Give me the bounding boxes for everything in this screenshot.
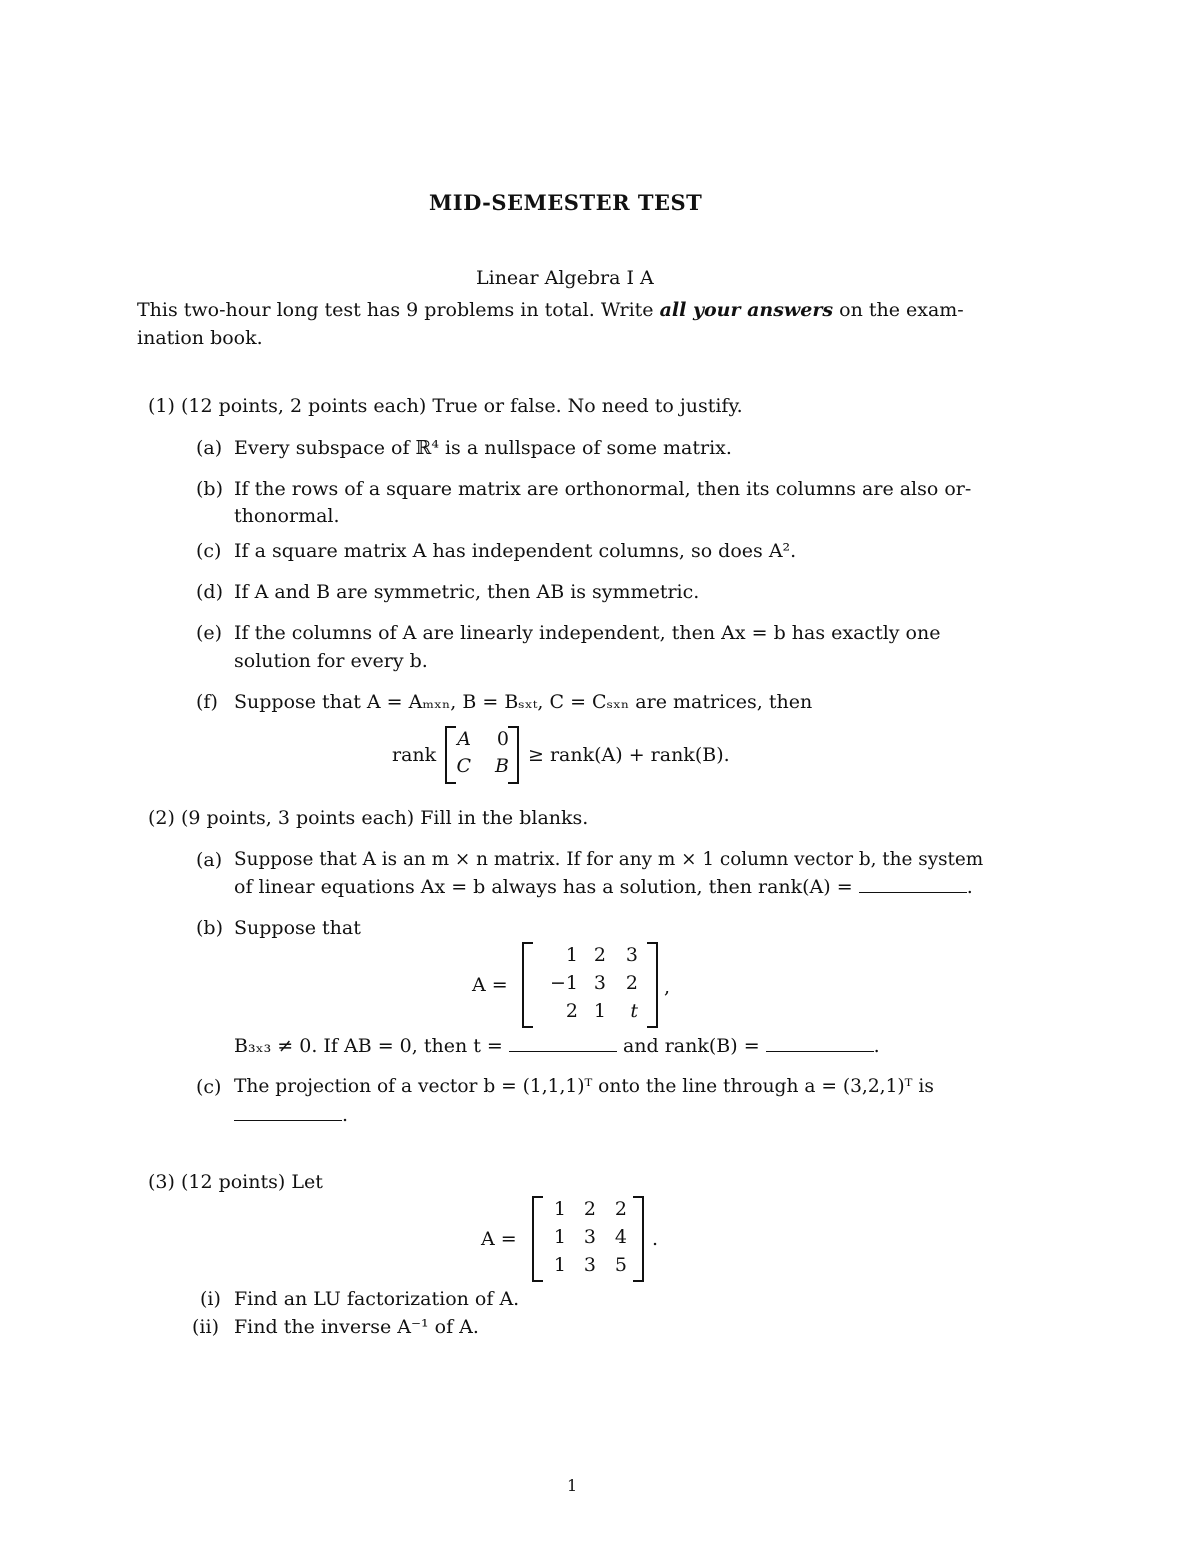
block-matrix: [445, 726, 519, 784]
problem-1e-text-line-2: solution for every b.: [234, 650, 428, 672]
matrix-cell: 1: [593, 1000, 606, 1022]
problem-1d-text: If A and B are symmetric, then AB is symmetric.: [234, 581, 700, 603]
matrix-lhs: A =: [481, 1228, 517, 1250]
matrix-cell: B: [495, 755, 509, 777]
problem-3ii-label: (ii): [192, 1316, 219, 1338]
answer-blank[interactable]: [234, 1106, 342, 1121]
matrix-lhs: A =: [472, 974, 508, 996]
matrix-cell: 1: [553, 1226, 566, 1248]
matrix-cell: 3: [625, 944, 638, 966]
matrix-cell: 1: [553, 1198, 566, 1220]
problem-2c-text-line-1: The projection of a vector b = (1,1,1)ᵀ onto the line through a = (3,2,1)ᵀ is: [234, 1076, 934, 1097]
matrix-cell: A: [457, 728, 471, 750]
answer-blank[interactable]: [509, 1037, 617, 1052]
matrix-cell: 0: [496, 728, 509, 750]
matrix-A-2b: [522, 942, 658, 1028]
problem-1f-label: (f): [196, 691, 218, 713]
problem-3i-label: (i): [200, 1288, 221, 1310]
matrix-cell: 2: [583, 1198, 596, 1220]
rank-label: rank: [392, 744, 437, 766]
problem-1c-text: If a square matrix A has independent columns, so does A².: [234, 540, 797, 562]
problem-1b-text-line-1: If the rows of a square matrix are orthonormal, then its columns are also or-: [234, 478, 972, 500]
problem-1a-label: (a): [196, 437, 223, 459]
problem-1a-text: Every subspace of ℝ⁴ is a nullspace of some matrix.: [234, 437, 732, 459]
matrix-cell: 3: [593, 972, 606, 994]
problem-2b-condition-text: B₃ₓ₃ ≠ 0. If AB = 0, then t =: [234, 1035, 503, 1057]
problem-2c-text-line-2: .: [234, 1104, 348, 1126]
course-name: Linear Algebra I A: [476, 267, 654, 289]
problem-1e-label: (e): [196, 622, 223, 644]
matrix-cell: 1: [565, 944, 578, 966]
right-bracket: [633, 1196, 644, 1282]
rank-inequality-rhs: ≥ rank(A) + rank(B).: [528, 744, 730, 766]
right-bracket: [647, 942, 658, 1028]
instructions-pre: This two-hour long test has 9 problems in total. Write: [137, 299, 660, 321]
answer-blank[interactable]: [766, 1037, 874, 1052]
matrix-cell: 3: [583, 1226, 596, 1248]
left-bracket: [522, 942, 533, 1028]
matrix-cell: 1: [553, 1254, 566, 1276]
problem-1e-text-line-1: If the columns of A are linearly independent, then Ax = b has exactly one: [234, 622, 941, 644]
problem-2c-label: (c): [196, 1076, 222, 1098]
problem-1d-label: (d): [196, 581, 223, 603]
problem-2b-condition: B₃ₓ₃ ≠ 0. If AB = 0, then t = and rank(B) = .: [234, 1035, 880, 1057]
matrix-cell: 3: [583, 1254, 596, 1276]
answer-blank[interactable]: [859, 878, 967, 893]
matrix-cell: t: [630, 1000, 638, 1022]
problem-2a-text-line-1: Suppose that A is an m × n matrix. If for any m × 1 column vector b, the system: [234, 849, 984, 870]
problem-3-heading: (3) (12 points) Let: [148, 1171, 323, 1193]
problem-1f-text: Suppose that A = Aₘₓₙ, B = Bₛₓₜ, C = Cₛₓₙ are matrices, then: [234, 691, 813, 713]
problem-1b-label: (b): [196, 478, 223, 500]
problem-2b-text: Suppose that: [234, 917, 361, 939]
matrix-period: .: [652, 1228, 659, 1250]
matrix-cell: 2: [625, 972, 638, 994]
instructions-line-1: [137, 299, 964, 321]
page-number: 1: [567, 1476, 578, 1495]
problem-1c-label: (c): [196, 540, 222, 562]
problem-2b-and-text: and rank(B) =: [622, 1035, 760, 1057]
right-bracket: [508, 726, 519, 784]
instructions-post: on the exam-: [833, 299, 964, 321]
matrix-cell: 2: [593, 944, 606, 966]
matrix-cell: 4: [614, 1226, 627, 1248]
page-title: MID-SEMESTER TEST: [429, 190, 703, 215]
problem-3i-text: Find an LU factorization of A.: [234, 1288, 520, 1310]
matrix-cell: 2: [565, 1000, 578, 1022]
matrix-cell: 2: [614, 1198, 627, 1220]
matrix-cell: −1: [549, 972, 578, 994]
problem-2-heading: (2) (9 points, 3 points each) Fill in the blanks.: [148, 807, 589, 829]
problem-1b-text-line-2: thonormal.: [234, 505, 340, 527]
matrix-cell: C: [456, 755, 471, 777]
problem-2a-label: (a): [196, 849, 223, 871]
problem-1-heading: (1) (12 points, 2 points each) True or false. No need to justify.: [148, 395, 743, 417]
instructions-emphasis: all your answers: [659, 299, 834, 321]
problem-2a-line-2-text: of linear equations Ax = b always has a solution, then rank(A) =: [234, 876, 853, 898]
problem-2b-label: (b): [196, 917, 223, 939]
problem-2a-text-line-2: of linear equations Ax = b always has a solution, then rank(A) = .: [234, 876, 973, 898]
problem-3ii-text: Find the inverse A⁻¹ of A.: [234, 1316, 479, 1338]
matrix-comma: ,: [664, 976, 671, 998]
matrix-A-3: [532, 1196, 644, 1282]
matrix-cell: 5: [614, 1254, 627, 1276]
instructions-line-2: ination book.: [137, 327, 263, 349]
